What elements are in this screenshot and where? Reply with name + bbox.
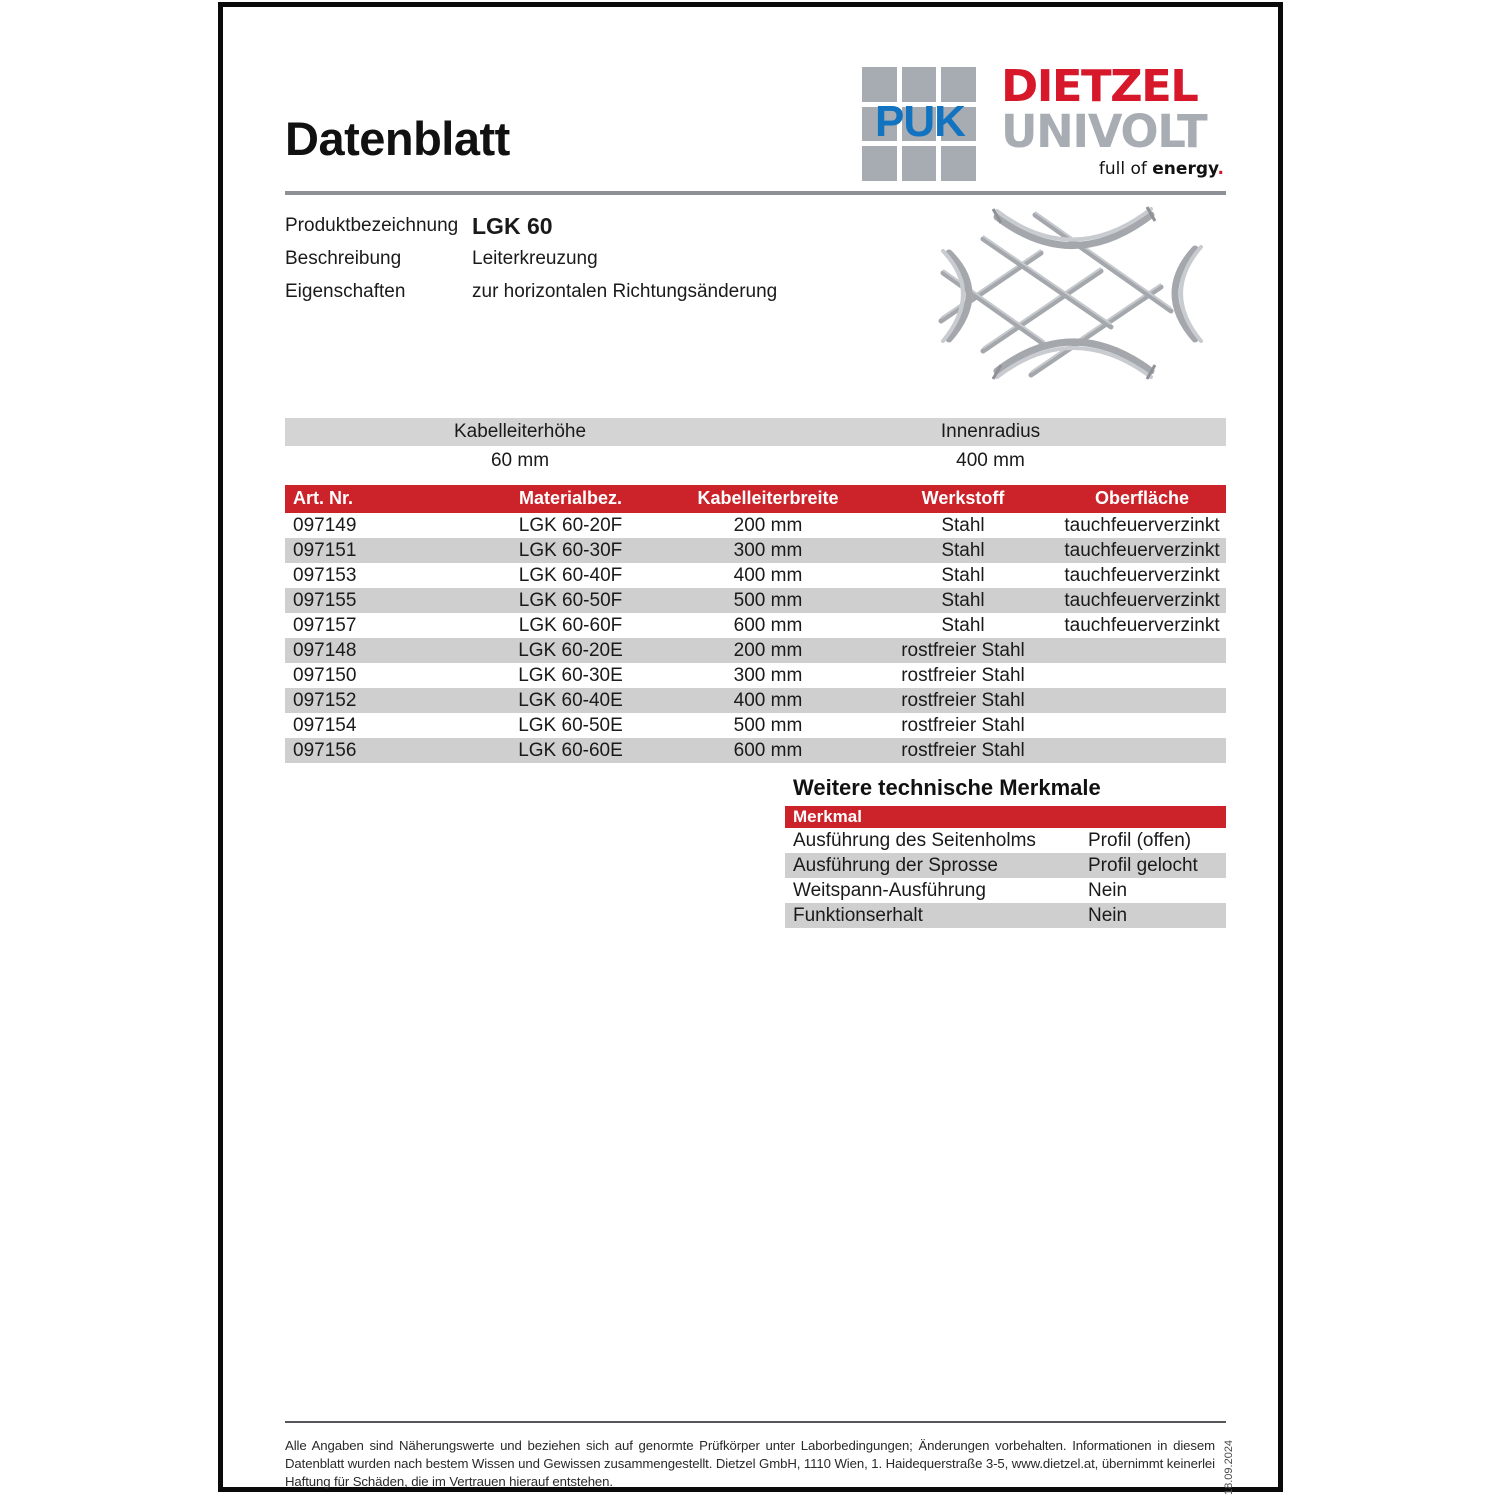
cell-breite: 500 mm — [733, 715, 803, 736]
puk-tile — [902, 146, 937, 181]
cell-oberflaeche: tauchfeuerverzinkt — [1064, 615, 1220, 636]
cell-art-nr: 097156 — [293, 740, 357, 761]
cell-art-nr: 097157 — [293, 615, 357, 636]
feature-value: Nein — [1088, 905, 1128, 926]
cell-werkstoff: rostfreier Stahl — [901, 665, 1025, 686]
document-date-stamp: 18.09.2024 — [1223, 1439, 1235, 1495]
cell-oberflaeche: tauchfeuerverzinkt — [1064, 565, 1220, 586]
datasheet-page — [218, 2, 1283, 1495]
meta-row — [285, 215, 885, 248]
cell-material: LGK 60-20E — [518, 640, 623, 661]
cell-material: LGK 60-20F — [518, 515, 623, 536]
cell-art-nr: 097149 — [293, 515, 357, 536]
puk-wordmark: PUK — [875, 97, 965, 146]
features-column-header-merkmal: Merkmal — [793, 807, 862, 826]
cell-art-nr: 097148 — [293, 640, 357, 661]
meta-label-beschreibung: Beschreibung — [285, 248, 402, 269]
table-row[interactable] — [285, 613, 1226, 638]
feature-value: Profil (offen) — [1088, 830, 1192, 851]
features-title: Weitere technische Merkmale — [793, 775, 1101, 800]
cell-breite: 600 mm — [733, 615, 803, 636]
feature-key: Ausführung der Sprosse — [793, 855, 998, 876]
table-row[interactable] — [285, 663, 1226, 688]
cell-breite: 600 mm — [733, 740, 803, 761]
cell-oberflaeche: tauchfeuerverzinkt — [1064, 515, 1220, 536]
features-row[interactable] — [785, 903, 1226, 928]
features-row[interactable] — [785, 878, 1226, 903]
features-row[interactable] — [785, 853, 1226, 878]
table-row[interactable] — [285, 588, 1226, 613]
cell-breite: 400 mm — [733, 565, 803, 586]
tagline-dot: . — [1217, 159, 1224, 179]
table-header-row — [285, 485, 1226, 513]
meta-row — [285, 248, 885, 281]
meta-value-eigenschaften: zur horizontalen Richtungsänderung — [472, 281, 778, 302]
meta-label-produktbezeichnung: Produktbezeichnung — [285, 215, 459, 236]
cell-material: LGK 60-40E — [518, 690, 623, 711]
column-header-kabelleiterbreite: Kabelleiterbreite — [697, 488, 839, 508]
page-title: Datenblatt — [285, 112, 510, 165]
cell-werkstoff: Stahl — [941, 540, 985, 561]
cell-breite: 500 mm — [733, 590, 803, 611]
features-header-row — [785, 806, 1226, 828]
cell-material: LGK 60-60F — [518, 615, 623, 636]
cell-art-nr: 097150 — [293, 665, 357, 686]
product-meta — [285, 215, 885, 314]
footer-divider — [285, 1421, 1226, 1423]
column-header-werkstoff: Werkstoff — [921, 488, 1005, 508]
column-header-oberflaeche: Oberfläche — [1094, 488, 1190, 508]
table-row[interactable] — [285, 513, 1226, 538]
univolt-wordmark: UNIVOLT — [1001, 105, 1207, 158]
spec-band-values — [285, 448, 1226, 476]
feature-value: Nein — [1088, 880, 1128, 901]
cell-werkstoff: rostfreier Stahl — [901, 715, 1025, 736]
cell-werkstoff: rostfreier Stahl — [901, 640, 1025, 661]
product-illustration — [923, 193, 1223, 393]
cell-art-nr: 097155 — [293, 590, 357, 611]
meta-label-eigenschaften: Eigenschaften — [285, 281, 406, 302]
cell-material: LGK 60-50E — [518, 715, 623, 736]
column-header-materialbez: Materialbez. — [518, 488, 623, 508]
cell-oberflaeche: tauchfeuerverzinkt — [1064, 540, 1220, 561]
column-header-art-nr: Art. Nr. — [293, 488, 354, 508]
spec-header-innenradius: Innenradius — [940, 421, 1041, 442]
cell-werkstoff: Stahl — [941, 615, 985, 636]
features-row[interactable] — [785, 828, 1226, 853]
table-row[interactable] — [285, 738, 1226, 763]
cell-material: LGK 60-60E — [518, 740, 623, 761]
cell-material: LGK 60-50F — [518, 590, 623, 611]
feature-key: Ausführung des Seitenholms — [793, 830, 1036, 851]
spec-band-header — [285, 418, 1226, 446]
article-table — [285, 485, 1226, 763]
cable-ladder-crossing-icon — [923, 193, 1223, 393]
footer-disclaimer: Alle Angaben sind Näherungswerte und beziehen sich auf genormte Prüfkörper unter Laborbedingungen; Änderungen vorbehalten. Informationen in diesem Datenblatt wurden nach bestem Wissen und Gewissen zusammengestellt. Dietzel GmbH, 1110 Wien, 1. Haidequerstraße 3-5, www.dietzel.at, übernimmt keinerlei Haftung für Schäden, die im Vertrauen hierauf entstehen. — [285, 1438, 1215, 1489]
cell-breite: 400 mm — [733, 690, 803, 711]
feature-key: Funktionserhalt — [793, 905, 923, 926]
table-row[interactable] — [285, 713, 1226, 738]
tagline-bold: energy — [1152, 159, 1218, 179]
cell-art-nr: 097154 — [293, 715, 357, 736]
meta-value-beschreibung: Leiterkreuzung — [472, 248, 598, 269]
features-section — [785, 775, 1226, 928]
cell-werkstoff: Stahl — [941, 565, 985, 586]
cell-werkstoff: Stahl — [941, 590, 985, 611]
meta-row — [285, 281, 885, 314]
dietzel-univolt-logo — [1001, 61, 1226, 185]
tagline-light: full of — [1098, 159, 1153, 179]
table-row[interactable] — [285, 688, 1226, 713]
table-row[interactable] — [285, 638, 1226, 663]
cell-art-nr: 097153 — [293, 565, 357, 586]
cell-art-nr: 097151 — [293, 540, 357, 561]
meta-value-produktbezeichnung: LGK 60 — [472, 213, 553, 239]
cell-material: LGK 60-40F — [518, 565, 623, 586]
dietzel-wordmark: DIETZEL — [1001, 61, 1198, 112]
cell-werkstoff: Stahl — [941, 515, 985, 536]
cell-oberflaeche: tauchfeuerverzinkt — [1064, 590, 1220, 611]
spec-value-innenradius: 400 mm — [956, 450, 1025, 471]
table-row[interactable] — [285, 538, 1226, 563]
cell-werkstoff: rostfreier Stahl — [901, 690, 1025, 711]
spec-header-kabelleiterhoehe: Kabelleiterhöhe — [453, 421, 587, 442]
cell-breite: 200 mm — [733, 640, 803, 661]
puk-logo — [862, 67, 976, 181]
cell-breite: 300 mm — [733, 665, 803, 686]
cell-material: LGK 60-30F — [518, 540, 623, 561]
table-row[interactable] — [285, 563, 1226, 588]
feature-key: Weitspann-Ausführung — [793, 880, 986, 901]
brand-tagline — [1099, 159, 1224, 179]
feature-value: Profil gelocht — [1088, 855, 1198, 876]
spec-value-kabelleiterhoehe: 60 mm — [490, 450, 550, 471]
cell-material: LGK 60-30E — [518, 665, 623, 686]
cell-werkstoff: rostfreier Stahl — [901, 740, 1025, 761]
cell-breite: 300 mm — [733, 540, 803, 561]
puk-tile — [862, 146, 897, 181]
cell-breite: 200 mm — [733, 515, 803, 536]
cell-art-nr: 097152 — [293, 690, 357, 711]
puk-tile — [941, 146, 976, 181]
